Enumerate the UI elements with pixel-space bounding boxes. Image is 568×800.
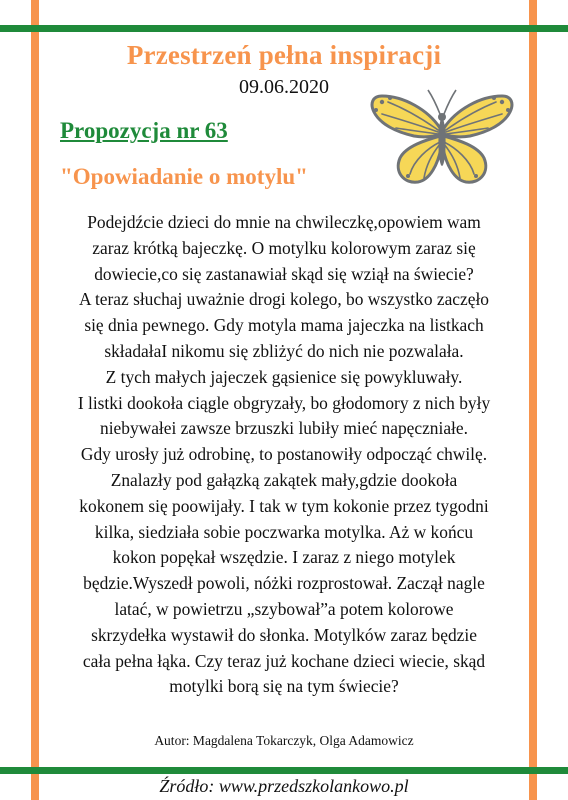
- right-orange-border: [529, 0, 537, 800]
- story-line: cała pełna łąka. Czy teraz już kochane dzieci wiecie, skąd: [82, 650, 486, 671]
- story-line: skrzydełka wystawił do słonka. Motylków zaraz będzie: [91, 624, 477, 645]
- story-line: kokonem się poowijały. I tak w tym kokonie przez tygodni: [79, 495, 489, 516]
- authors: Autor: Magdalena Tokarczyk, Olga Adamowicz: [154, 733, 414, 748]
- date: 09.06.2020: [239, 76, 329, 98]
- story-line: składałaI nikomu się zbliżyć do nich nie pozwalała.: [104, 340, 464, 361]
- story-line: kokon popękał wszędzie. I zaraz z niego motylek: [112, 547, 456, 568]
- story-line: niebywałei zawsze brzuszki lubiły mieć napęczniałe.: [100, 418, 468, 439]
- story-line: będzie.Wyszedł powoli, nóżki rozprostował. Zaczął nagle: [83, 573, 485, 594]
- proposal-number: Propozycja nr 63: [60, 118, 228, 143]
- story-line: zaraz krótką bajeczkę. O motylku kolorowym zaraz się: [92, 237, 476, 258]
- bottom-green-border: [0, 767, 568, 774]
- source-line: Źródło: www.przedszkolankowo.pl: [159, 776, 409, 796]
- page-title: Przestrzeń pełna inspiracji: [126, 40, 442, 70]
- story-line: Z tych małych jajeczek gąsienice się powykluwały.: [105, 366, 463, 387]
- story-line: Podejdźcie dzieci do mnie na chwileczkę,opowiem wam: [87, 212, 481, 232]
- story-line: A teraz słuchaj uważnie drogi kolego, bo wszystko zaczęło: [79, 289, 489, 310]
- top-green-border: [0, 25, 568, 32]
- butterfly-icon: [368, 88, 516, 190]
- story-line: motylki borą się na tym świecie?: [169, 676, 399, 697]
- story-line: Gdy urosły już odrobinę, to postanowiły odpocząć chwilę.: [80, 444, 488, 465]
- story-title: "Opowiadanie o motylu": [60, 164, 308, 189]
- story-line: Znalazły pod gałązką zakątek mały,gdzie dookoła: [110, 469, 458, 490]
- story-line: latać, w powietrzu „szybował”a potem kolorowe: [114, 598, 454, 619]
- story-text: [52, 210, 516, 700]
- story-line: I listki dookoła ciągle obgryzały, bo głodomory z nich były: [77, 392, 491, 413]
- story-line: się dnia pewnego. Gdy motyla mama jajeczka na listkach: [84, 315, 484, 336]
- left-orange-border: [31, 0, 39, 800]
- story-line: dowiecie,co się zastanawiał skąd się wziął na świecie?: [94, 263, 474, 284]
- story-line: kilka, siedziała sobie poczwarka motylka. Aż w końcu: [94, 521, 474, 542]
